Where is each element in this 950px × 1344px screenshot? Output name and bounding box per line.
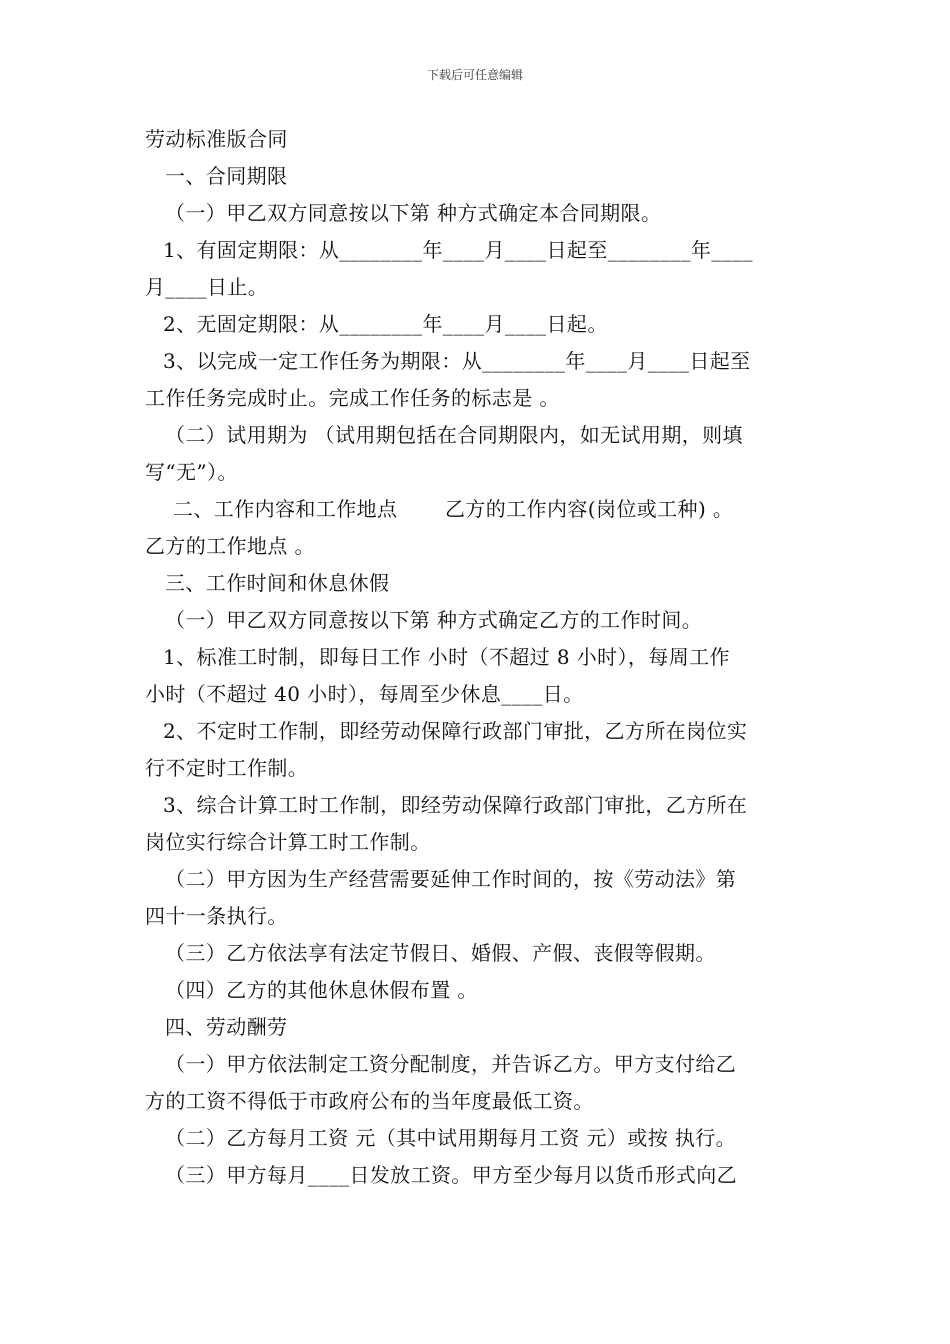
document-body xyxy=(145,121,810,1194)
paragraph-line: 工作任务完成时止。完成工作任务的标志是 。 xyxy=(145,386,560,410)
paragraph-line: （一）甲方依法制定工资分配制度，并告诉乙方。甲方支付给乙 xyxy=(165,1052,737,1076)
paragraph-line: 写“无”）。 xyxy=(145,460,238,484)
section-heading: 四、劳动酬劳 xyxy=(165,1015,288,1039)
paragraph-line: （三）甲方每月____日发放工资。甲方至少每月以货币形式向乙 xyxy=(165,1163,737,1187)
paragraph-line: 2、无固定期限：从________年____月____日起。 xyxy=(163,312,608,336)
document-title: 劳动标准版合同 xyxy=(145,127,288,151)
paragraph-line: （一）甲乙双方同意按以下第 种方式确定乙方的工作时间。 xyxy=(165,608,703,632)
section-heading: 三、工作时间和休息休假 xyxy=(165,571,390,595)
paragraph-line: 3、以完成一定工作任务为期限：从________年____月____日起至 xyxy=(163,349,751,373)
paragraph-line: （二）试用期为 （试用期包括在合同期限内，如无试用期，则填 xyxy=(165,423,743,447)
paragraph-line: （三）乙方依法享有法定节假日、婚假、产假、丧假等假期。 xyxy=(165,941,716,965)
paragraph-line: 方的工资不得低于市政府公布的当年度最低工资。 xyxy=(145,1089,594,1113)
paragraph-line: （二）甲方因为生产经营需要延伸工作时间的，按《劳动法》第 xyxy=(165,867,737,891)
paragraph-line: 1、有固定期限：从________年____月____日起至________年____ xyxy=(163,238,753,262)
paragraph-line: 2、不定时工作制，即经劳动保障行政部门审批，乙方所在岗位实 xyxy=(163,719,748,743)
paragraph-line: （四）乙方的其他休息休假布置 。 xyxy=(165,978,478,1002)
paragraph-line: （二）乙方每月工资 元（其中试用期每月工资 元）或按 执行。 xyxy=(165,1126,737,1150)
section-heading: 一、合同期限 xyxy=(165,164,288,188)
paragraph-line: 1、标准工时制，即每日工作 小时（不超过 8 小时），每周工作 xyxy=(163,645,730,669)
paragraph-line: 乙方的工作地点 。 xyxy=(145,534,315,558)
paragraph-line: 月____日止。 xyxy=(145,275,269,299)
paragraph-line: 行不定时工作制。 xyxy=(145,756,309,780)
paragraph-line: （一）甲乙双方同意按以下第 种方式确定本合同期限。 xyxy=(165,201,662,225)
paragraph-line: 岗位实行综合计算工时工作制。 xyxy=(145,830,431,854)
paragraph-line: 四十一条执行。 xyxy=(145,904,288,928)
paragraph-line: 3、综合计算工时工作制，即经劳动保障行政部门审批，乙方所在 xyxy=(163,793,748,817)
paragraph-line: 小时（不超过 40 小时），每周至少休息____日。 xyxy=(145,682,584,706)
section-heading: 二、工作内容和工作地点 乙方的工作内容(岗位或工种) 。 xyxy=(173,497,734,521)
page-header-note: 下载后可任意编辑 xyxy=(426,68,523,82)
